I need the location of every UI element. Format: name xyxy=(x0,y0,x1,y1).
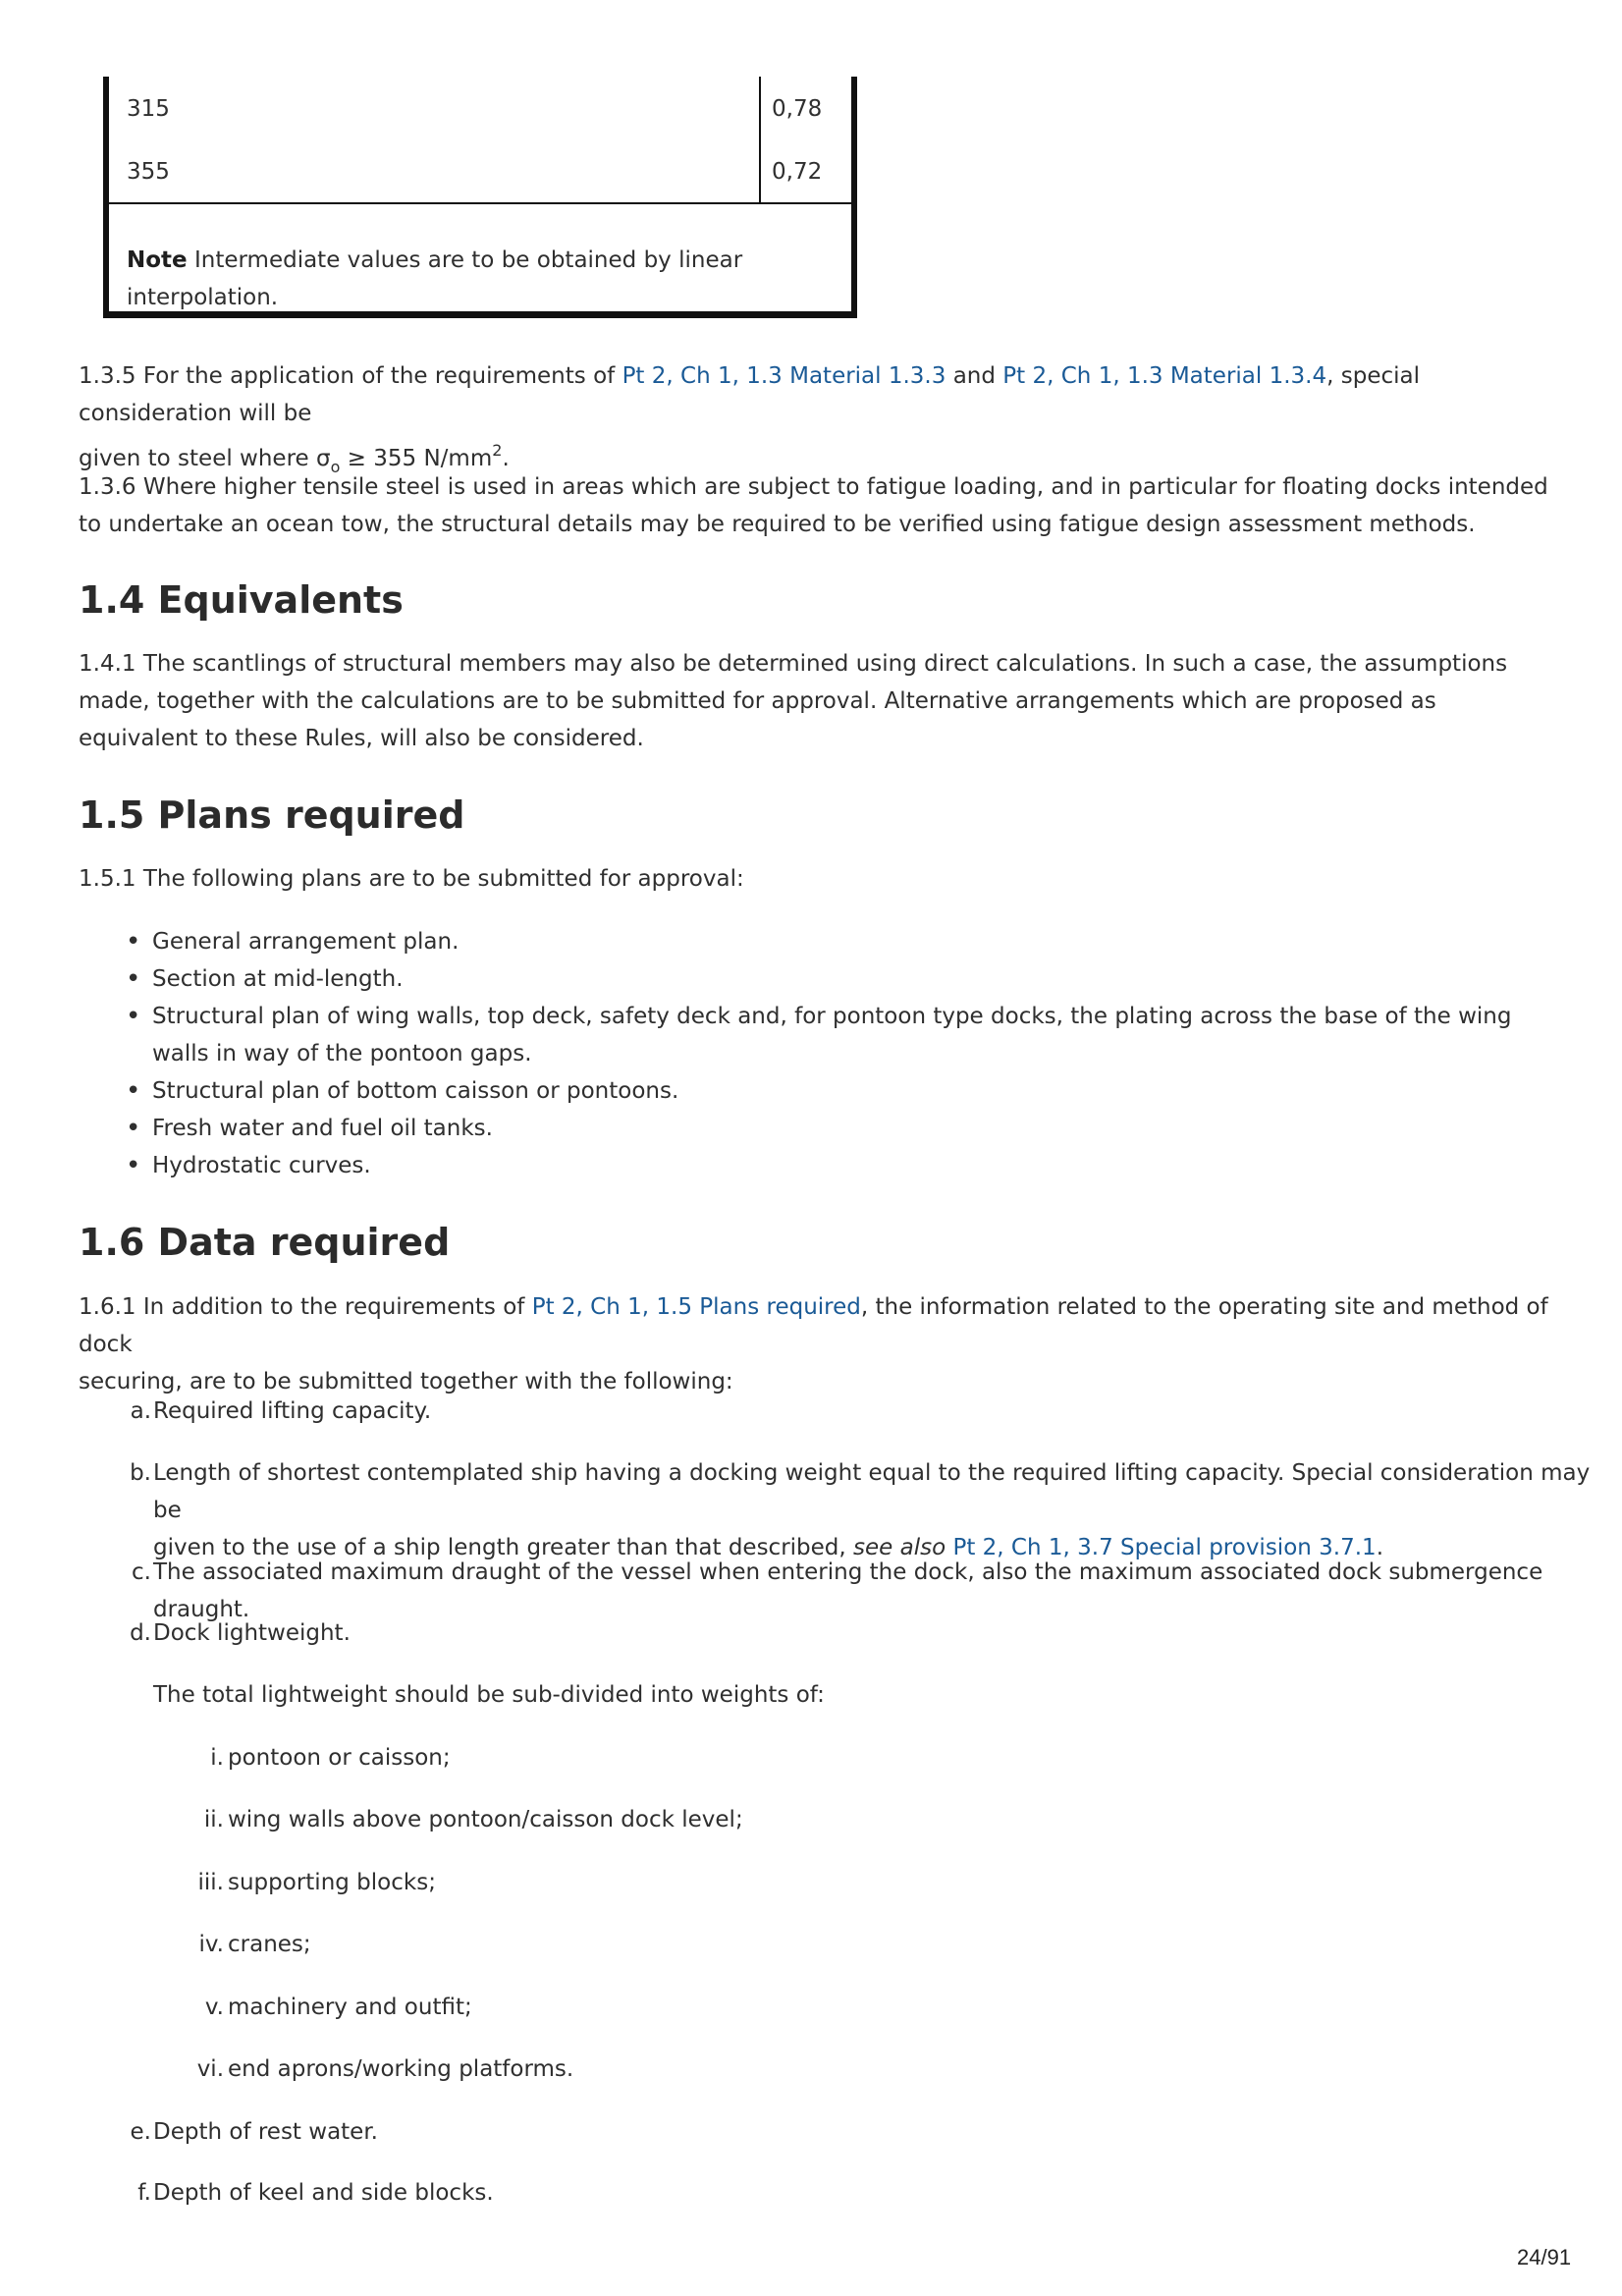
list-item-text: given to the use of a ship length greater than that described, xyxy=(153,1535,854,1560)
list-marker: c. xyxy=(132,1559,151,1585)
paragraph-text: 1.3.5 For the application of the requirements of xyxy=(79,363,622,389)
list-item-text: cranes; xyxy=(228,1932,311,1957)
list-marker: a. xyxy=(130,1398,151,1424)
list-item: • Structural plan of wing walls, top deck, safety deck and, for pontoon type docks, the plating across the base of the wing walls in way of the pontoon gaps. xyxy=(79,998,1561,1072)
list-marker: iii. xyxy=(197,1870,224,1895)
list-item-text: Depth of keel and side blocks. xyxy=(153,2180,494,2206)
table-row-divider xyxy=(109,202,851,204)
paragraph-1-4-1: 1.4.1 The scantlings of structural members may also be determined using direct calculations. In such a case, the assumptions made, together with the calculations are to be submitted for approval. Alternative arrangements which are proposed as equivalent to these Rules, will also be considered. xyxy=(79,651,1508,751)
list-marker: vi. xyxy=(196,2056,224,2082)
table-note xyxy=(127,242,851,316)
heading-1-5-plans-required: 1.5 Plans required xyxy=(79,793,465,837)
list-item-text: end aprons/working platforms. xyxy=(228,2056,574,2082)
superscript: 2 xyxy=(492,441,503,460)
paragraph-text: securing, are to be submitted together with the following: xyxy=(79,1369,733,1394)
list-item: • Fresh water and fuel oil tanks. xyxy=(79,1110,1561,1147)
paragraph-text: . xyxy=(502,446,510,471)
list-marker: v. xyxy=(204,1995,224,2020)
paragraph-1-3-6: 1.3.6 Where higher tensile steel is used in areas which are subject to fatigue loading, and in particular for floating docks intended to undertake an ocean tow, the structural details may be required to be verified using fatigue design assessment methods. xyxy=(79,474,1548,537)
table-row xyxy=(109,77,851,137)
paragraph-text: and xyxy=(946,363,1003,389)
list-item-text: The associated maximum draught of the vessel when entering the dock, also the maximum associated dock submergence draught. xyxy=(153,1559,1543,1622)
list-item: • Section at mid-length. xyxy=(79,960,1561,998)
lightweight-subdivision-text: The total lightweight should be sub-divided into weights of: xyxy=(153,1682,825,1708)
emphasis: see also xyxy=(853,1535,946,1560)
list-item-text: pontoon or caisson; xyxy=(228,1745,451,1771)
link-material-1-3-3[interactable]: Pt 2, Ch 1, 1.3 Material 1.3.3 xyxy=(622,363,946,389)
table-cell-yield: 355 xyxy=(127,159,170,185)
list-marker: e. xyxy=(130,2119,151,2145)
list-item-text xyxy=(153,1454,1606,1566)
subscript: o xyxy=(330,458,341,476)
heading-1-6-data-required: 1.6 Data required xyxy=(79,1221,451,1264)
plans-list xyxy=(79,923,1561,1184)
table-cell-factor: 0,78 xyxy=(772,96,823,122)
link-material-1-3-4[interactable]: Pt 2, Ch 1, 1.3 Material 1.3.4 xyxy=(1002,363,1327,389)
table-note-text: Intermediate values are to be obtained by linear interpolation. xyxy=(127,247,743,310)
list-item-text: machinery and outfit; xyxy=(228,1995,472,2020)
link-plans-required[interactable]: Pt 2, Ch 1, 1.5 Plans required xyxy=(531,1294,861,1320)
list-item: • General arrangement plan. xyxy=(79,923,1561,960)
list-marker: f. xyxy=(137,2180,151,2206)
list-item-text: Length of shortest contemplated ship having a docking weight equal to the required lifting capacity. Special consideration may be xyxy=(153,1460,1591,1523)
list-item: • Hydrostatic curves. xyxy=(79,1147,1561,1184)
paragraph-1-6-1 xyxy=(79,1288,1561,1400)
paragraph-text: , the information related to the operating site and method of dock xyxy=(79,1294,1548,1357)
table-row xyxy=(109,139,851,200)
list-item-text: wing walls above pontoon/caisson dock level; xyxy=(228,1807,743,1832)
strength-factor-table xyxy=(103,77,857,318)
list-marker: i. xyxy=(210,1745,224,1771)
table-cell-factor: 0,72 xyxy=(772,159,823,185)
list-marker: b. xyxy=(130,1460,151,1486)
list-marker: d. xyxy=(130,1620,151,1646)
list-item-text: . xyxy=(1376,1535,1383,1560)
paragraph-text: , special consideration will be xyxy=(79,363,1420,426)
paragraph-text: given to steel where σ xyxy=(79,446,331,471)
list-marker: ii. xyxy=(203,1807,224,1832)
paragraph-1-5-1: 1.5.1 The following plans are to be submitted for approval: xyxy=(79,866,744,892)
list-item-text: Depth of rest water. xyxy=(153,2119,378,2145)
list-marker: iv. xyxy=(198,1932,224,1957)
paragraph-text: 1.6.1 In addition to the requirements of xyxy=(79,1294,532,1320)
page-number: 24/91 xyxy=(1517,2245,1572,2269)
table-note-label: Note xyxy=(127,247,188,273)
list-item: • Structural plan of bottom caisson or pontoons. xyxy=(79,1072,1561,1110)
paragraph-text: ≥ 355 N/mm xyxy=(340,446,493,471)
list-item-text: supporting blocks; xyxy=(228,1870,436,1895)
link-special-provision-3-7-1[interactable]: Pt 2, Ch 1, 3.7 Special provision 3.7.1 xyxy=(952,1535,1377,1560)
heading-1-4-equivalents: 1.4 Equivalents xyxy=(79,578,404,622)
paragraph-1-3-5 xyxy=(79,357,1561,486)
list-item-text: Required lifting capacity. xyxy=(153,1398,432,1424)
list-item-text: Dock lightweight. xyxy=(153,1620,351,1646)
table-cell-yield: 315 xyxy=(127,96,170,122)
